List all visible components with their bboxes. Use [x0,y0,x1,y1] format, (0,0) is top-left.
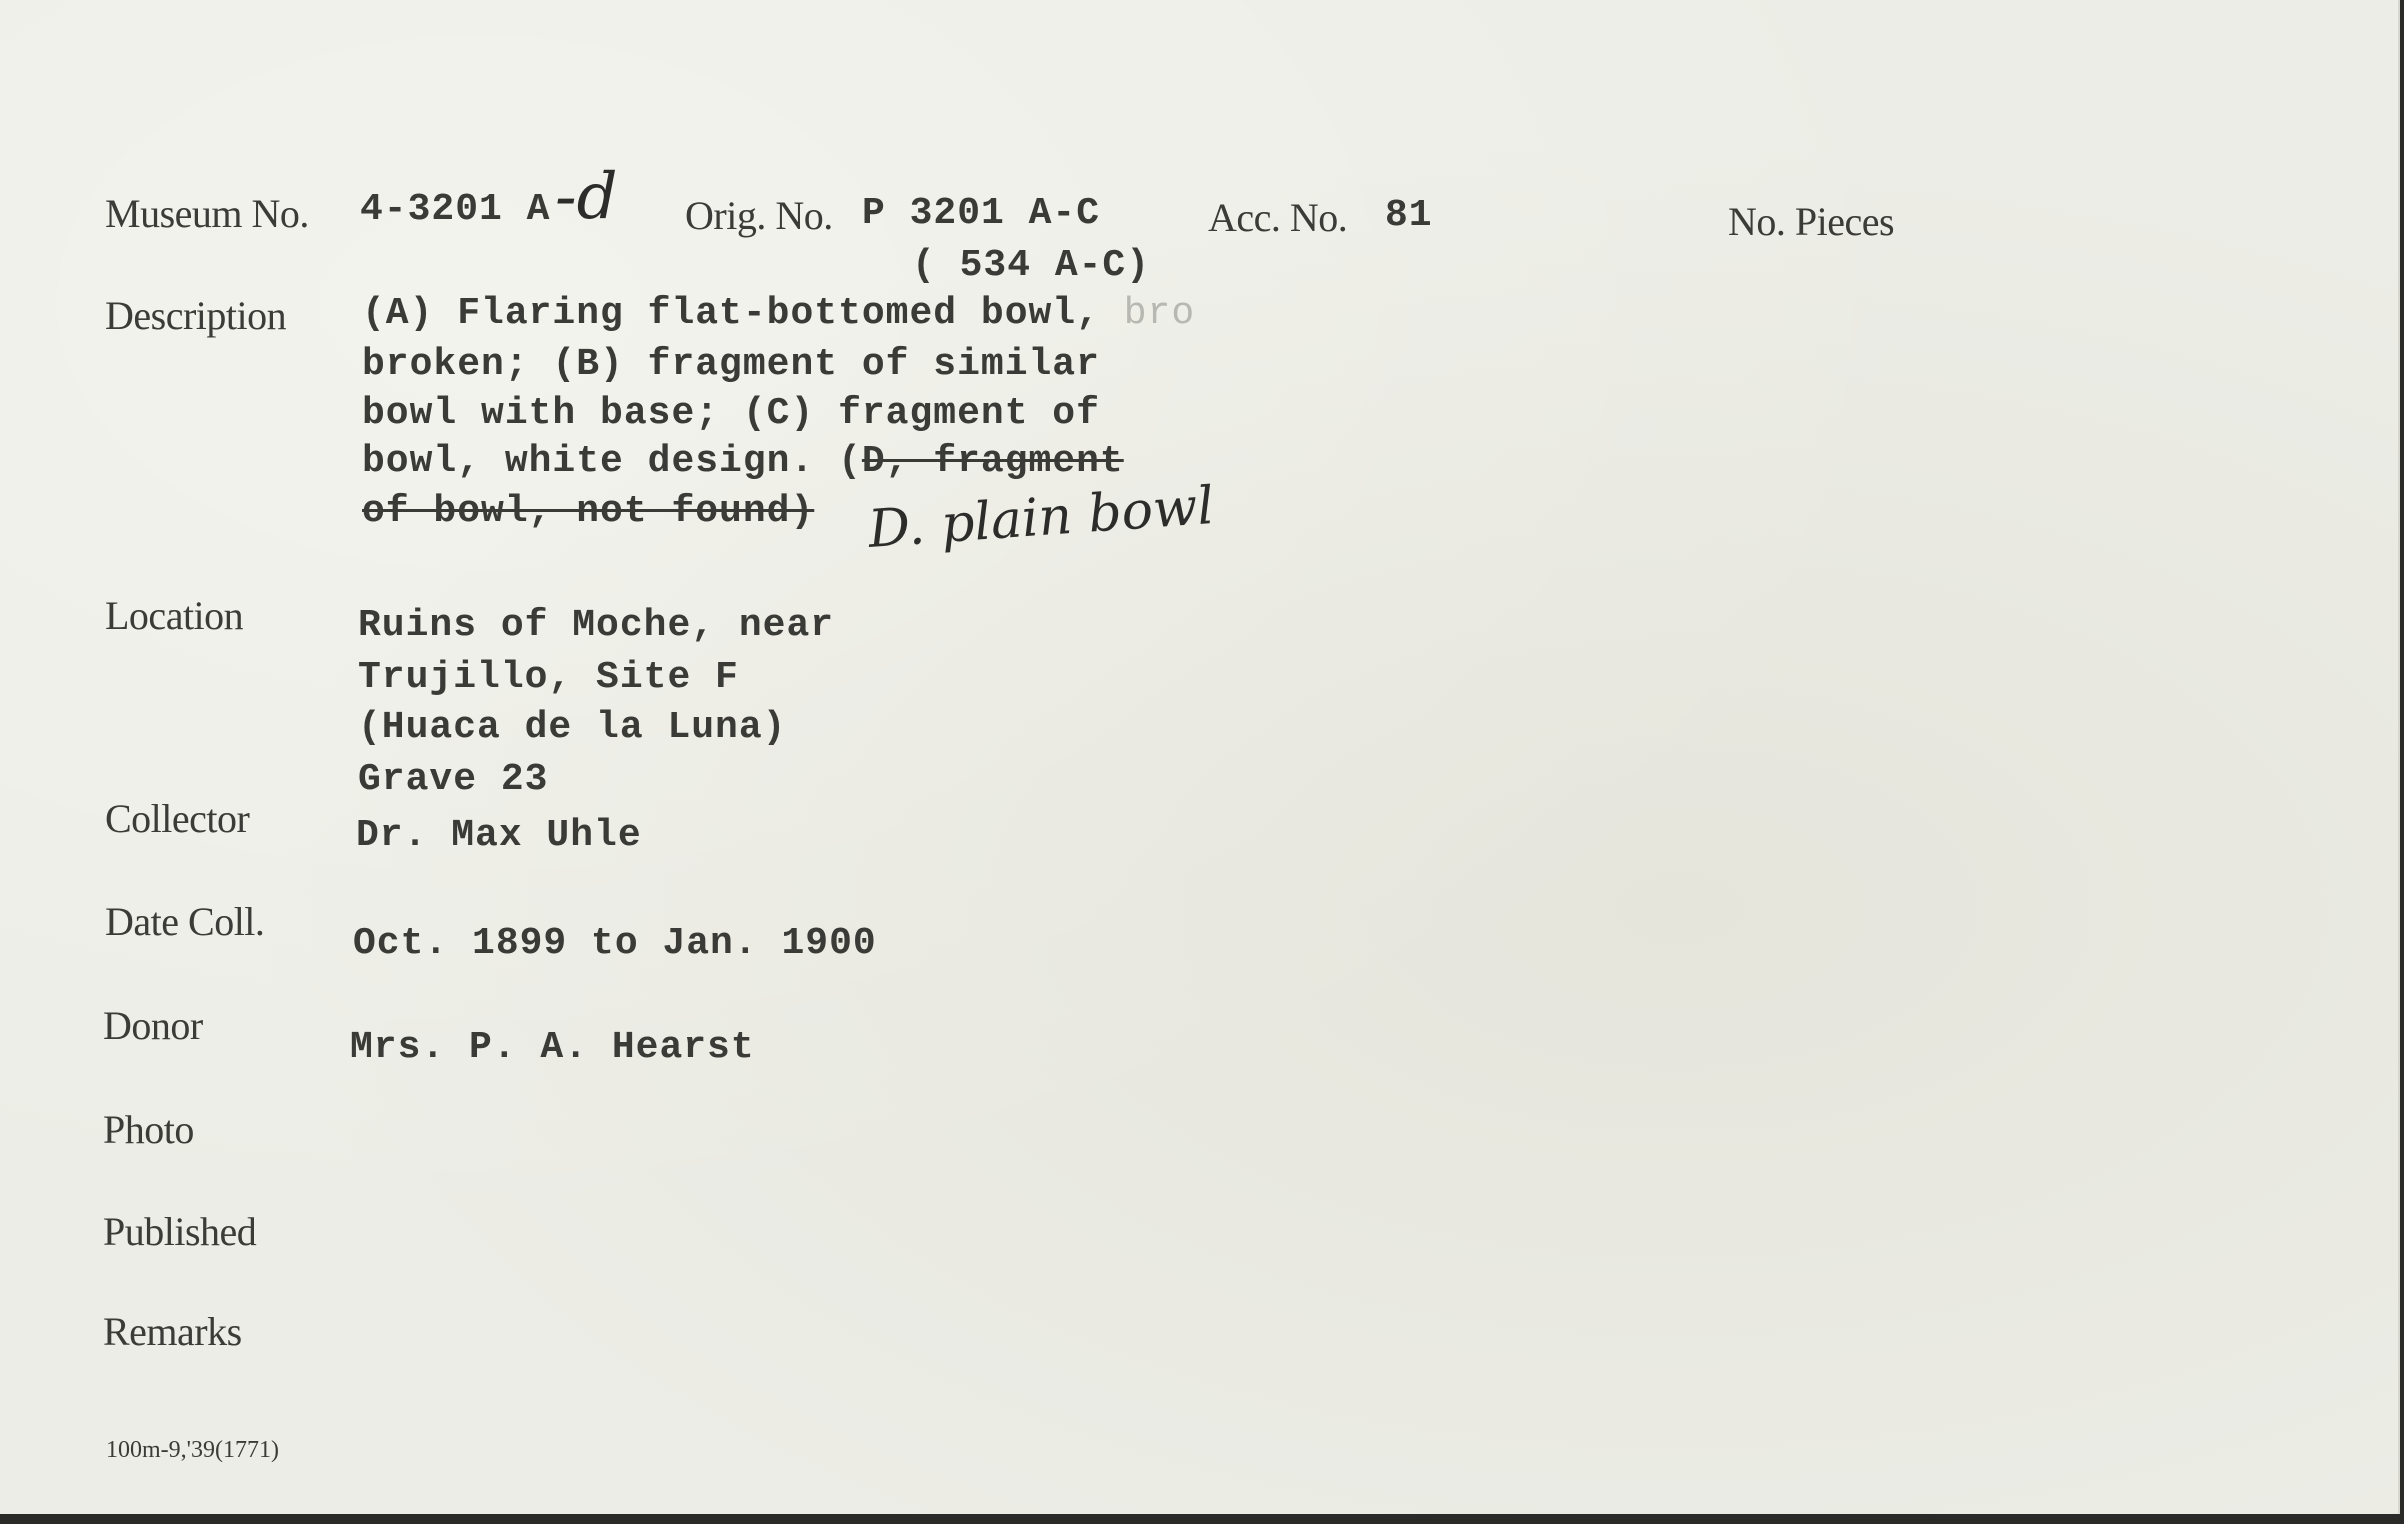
description-line-2: broken; (B) fragment of similar [362,343,1100,386]
museum-no-handwritten: -d [555,160,618,234]
no-pieces-label: No. Pieces [1728,199,1895,244]
description-line-4: bowl, white design. ( [362,440,862,483]
museum-no-value: 4-3201 A [360,188,551,231]
acc-no-value: 81 [1385,194,1433,237]
collector-value: Dr. Max Uhle [356,814,642,857]
description-struck-text-1: D, fragment [861,440,1124,483]
location-line-3: (Huaca de la Luna) [358,706,787,749]
description-struck-text-2: of bowl, not found) [362,490,815,533]
location-line-1: Ruins of Moche, near [358,604,835,647]
location-line-2: Trujillo, Site F [358,656,739,699]
description-faint-text: bro [1123,292,1196,335]
collector-label: Collector [105,796,250,841]
remarks-label: Remarks [103,1309,242,1354]
published-label: Published [103,1209,257,1254]
orig-no-value: P 3201 A-C [862,192,1101,235]
description-handwritten-note: D. plain bowl [866,475,1216,561]
location-value [358,604,1158,814]
description-label: Description [105,293,287,338]
location-label: Location [105,593,244,638]
acc-no-label: Acc. No. [1208,195,1348,240]
museum-no-label: Museum No. [105,191,309,236]
orig-no-alt-value: ( 534 A-C) [912,244,1151,287]
donor-value: Mrs. P. A. Hearst [350,1026,755,1069]
description-line-3: bowl with base; (C) fragment of [362,392,1100,435]
date-coll-label: Date Coll. [105,899,265,944]
photo-label: Photo [103,1107,194,1152]
location-line-4: Grave 23 [358,758,549,801]
form-code: 100m-9,'39(1771) [106,1437,279,1463]
orig-no-label: Orig. No. [685,193,833,238]
donor-label: Donor [103,1003,203,1048]
description-line-1: (A) Flaring flat-bottomed bowl, [362,292,1100,335]
date-coll-value: Oct. 1899 to Jan. 1900 [353,922,877,965]
